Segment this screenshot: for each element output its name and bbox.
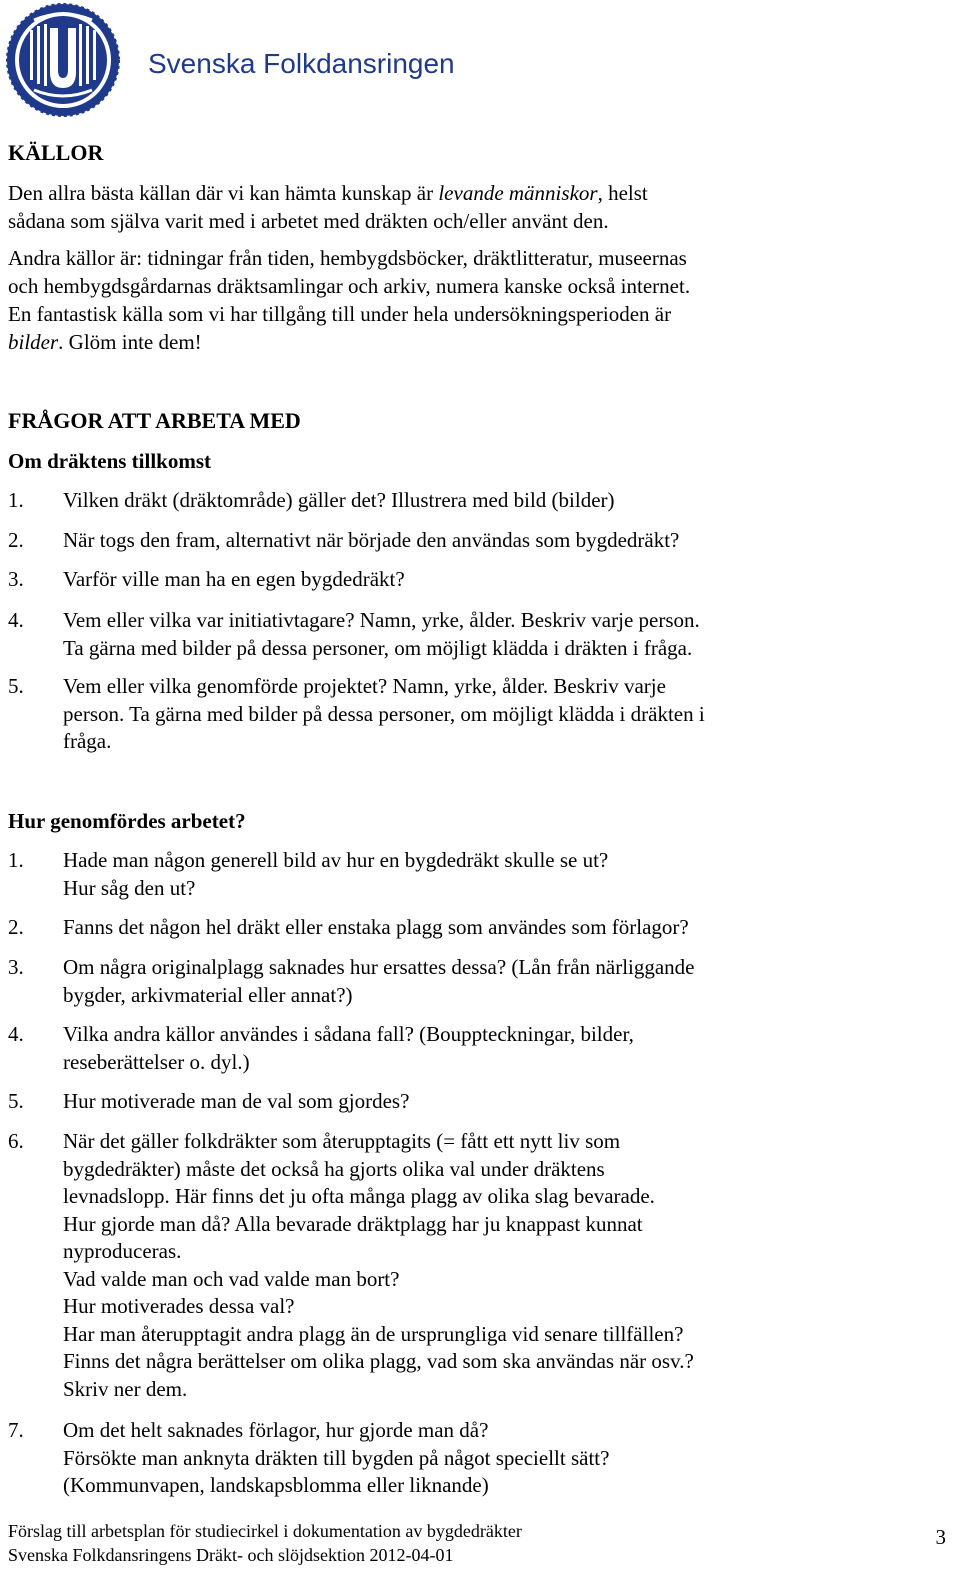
list-item-number: 5. <box>8 674 24 698</box>
kallor-p1-line2: sådana som själva varit med i arbetet med dräkten och/eller använt den. <box>8 208 609 233</box>
list-item-text: person. Ta gärna med bilder på dessa personer, om möjligt klädda i dräkten i <box>63 701 705 726</box>
list-item-text: Försökte man anknyta dräkten till bygden på något speciellt sätt? <box>63 1445 610 1470</box>
kallor-p3-emphasis: bilder <box>8 329 59 354</box>
list-item-number: 3. <box>8 955 24 979</box>
list-item-text: Om några originalplagg saknades hur ersattes dessa? (Lån från närliggande <box>63 955 695 979</box>
folkdansringen-emblem-icon <box>4 2 122 118</box>
list-item-text: Fanns det någon hel dräkt eller enstaka plagg som användes som förlagor? <box>63 915 689 939</box>
kallor-p1-emphasis: levande människor <box>438 181 598 205</box>
list-item-text: Vem eller vilka var initiativtagare? Namn, yrke, ålder. Beskriv varje person. <box>63 608 700 632</box>
footer-section-date: Svenska Folkdansringens Dräkt- och slöjdsektion 2012-04-01 <box>8 1545 454 1565</box>
list-item-text: Hur motiverades dessa val? <box>63 1294 295 1318</box>
organization-name: Svenska Folkdansringen <box>148 48 455 79</box>
list-item-number: 5. <box>8 1089 24 1113</box>
list-item-text: (Kommunvapen, landskapsblomma eller liknande) <box>63 1473 489 1497</box>
kallor-paragraph-3 <box>8 301 928 356</box>
list-item-text: När det gäller folkdräkter som återupptagits (= fått ett nytt liv som <box>63 1129 621 1153</box>
list-item-number: 1. <box>8 848 24 872</box>
list-item-number: 2. <box>8 528 24 552</box>
list-item-text: Vilka andra källor användes i sådana fall? (Bouppteckningar, bilder, <box>63 1022 634 1046</box>
list-item-text: Varför ville man ha en egen bygdedräkt? <box>63 567 405 591</box>
list-item-text: Hur såg den ut? <box>63 875 196 900</box>
footer-document-title: Förslag till arbetsplan för studiecirkel i dokumentation av bygdedräkter <box>8 1521 522 1541</box>
kallor-paragraph-2 <box>8 245 928 300</box>
list-item-text: fråga. <box>63 729 112 753</box>
kallor-paragraph-1 <box>8 180 928 235</box>
list-item-number: 7. <box>8 1418 24 1442</box>
list-item-text: Hur motiverade man de val som gjordes? <box>63 1089 410 1113</box>
kallor-p1-text-end: , helst <box>597 181 648 205</box>
fragor-heading: FRÅGOR ATT ARBETA MED <box>8 408 301 433</box>
list-item-text: Om det helt saknades förlagor, hur gjorde man då? <box>63 1418 489 1442</box>
list-item-number: 4. <box>8 1022 24 1046</box>
list-item-text: När togs den fram, alternativt när började den användas som bygdedräkt? <box>63 528 680 552</box>
section-heading-tillkomst: Om dräktens tillkomst <box>8 449 212 473</box>
list-item-text: Hur gjorde man då? Alla bevarade dräktplagg har ju knappast kunnat <box>63 1211 643 1236</box>
list-item-number: 1. <box>8 488 24 512</box>
list-item-text: Ta gärna med bilder på dessa personer, om möjligt klädda i dräkten i fråga. <box>63 635 693 660</box>
list-item-text: Finns det några berättelser om olika plagg, vad som ska användas när osv.? <box>63 1349 694 1373</box>
list-item-text: Har man återupptagit andra plagg än de ursprungliga vid senare tillfällen? <box>63 1321 684 1346</box>
section-heading-genomforande: Hur genomfördes arbetet? <box>8 809 246 833</box>
kallor-p2-line2: och hembygdsgårdarnas dräktsamlingar och arkiv, numera kanske också internet. <box>8 273 691 298</box>
kallor-heading: KÄLLOR <box>8 140 104 165</box>
list-item-text: Hade man någon generell bild av hur en bygdedräkt skulle se ut? <box>63 848 609 872</box>
list-item-text: reseberättelser o. dyl.) <box>63 1049 250 1074</box>
list-item-number: 3. <box>8 567 24 591</box>
kallor-p3-line1: En fantastisk källa som vi har tillgång till under hela undersökningsperioden är <box>8 302 672 326</box>
list-item-text: bygder, arkivmaterial eller annat?) <box>63 982 353 1007</box>
list-item-text: Skriv ner dem. <box>63 1376 188 1401</box>
list-item-text: nyproduceras. <box>63 1239 182 1263</box>
page-number: 3 <box>935 1525 946 1549</box>
list-item-text: bygdedräkter) måste det också ha gjorts olika val under dräktens <box>63 1156 605 1181</box>
kallor-p3-text-end: . Glöm inte dem! <box>58 329 202 354</box>
list-item-number: 6. <box>8 1129 24 1153</box>
list-item-number: 2. <box>8 915 24 939</box>
list-item-text: Vilken dräkt (dräktområde) gäller det? Illustrera med bild (bilder) <box>63 488 615 512</box>
list-item-text: Vem eller vilka genomförde projektet? Namn, yrke, ålder. Beskriv varje <box>63 674 666 698</box>
list-item-text: levnadslopp. Här finns det ju ofta många plagg av olika slag bevarade. <box>63 1184 655 1208</box>
kallor-p2-line1: Andra källor är: tidningar från tiden, hembygdsböcker, dräktlitteratur, museernas <box>8 246 687 270</box>
kallor-p1-text: Den allra bästa källan där vi kan hämta kunskap är <box>8 181 439 205</box>
list-item-text: Vad valde man och vad valde man bort? <box>63 1266 400 1291</box>
list-item-number: 4. <box>8 608 24 632</box>
